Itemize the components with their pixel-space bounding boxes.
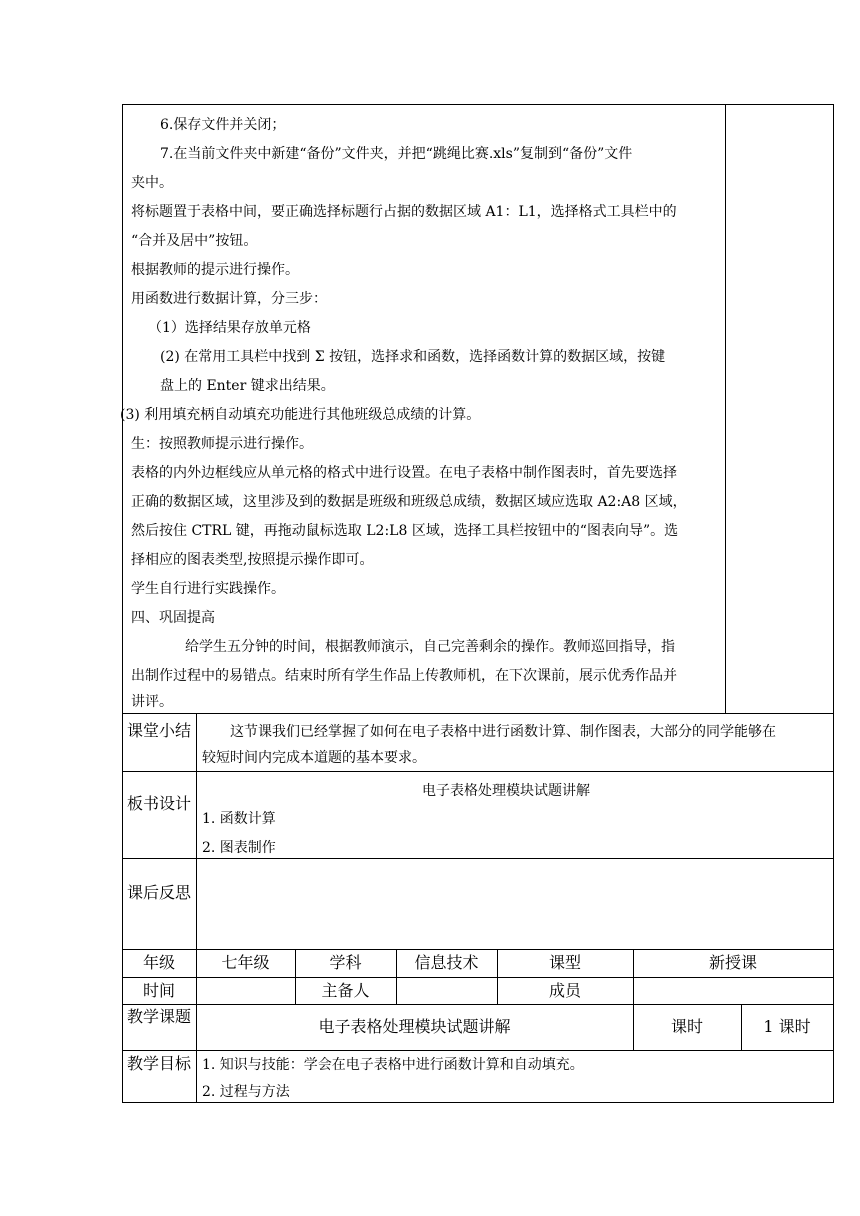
- summary-line: 较短时间内完成本道题的基本要求。: [202, 750, 426, 766]
- lead-label: 主备人: [321, 981, 370, 1000]
- summary-header: 课堂小结: [126, 721, 191, 740]
- topic-label: 教学课题: [126, 1007, 191, 1026]
- subject-label: 学科: [329, 953, 362, 972]
- grade-label: 年级: [142, 953, 175, 972]
- text-line: 然后按住 CTRL 键，再拖动鼠标选取 L2:L8 区域，选择工具栏按钮中的“图表向导”。选: [131, 523, 679, 539]
- text-line: 将标题置于表格中间，要正确选择标题行占据的数据区域 A1：L1，选择格式工具栏中的: [131, 204, 677, 220]
- summary-line: 这节课我们已经掌握了如何在电子表格中进行函数计算、制作图表，大部分的同学能够在: [230, 724, 776, 740]
- text-line: 6.保存文件并关闭；: [160, 117, 286, 133]
- objectives-header: 教学目标: [126, 1054, 191, 1073]
- text-line: 出制作过程中的易错点。结束时所有学生作品上传教师机，在下次课前，展示优秀作品并: [131, 668, 677, 684]
- subject-value: 信息技术: [414, 953, 479, 972]
- objective-item: 2. 过程与方法: [202, 1084, 290, 1100]
- grade-value: 七年级: [221, 953, 270, 972]
- text-line: 夹中。: [131, 175, 173, 191]
- type-label: 课型: [548, 953, 581, 972]
- text-line: 讲评。: [131, 694, 173, 710]
- text-line: 择相应的图表类型,按照提示操作即可。: [131, 552, 374, 568]
- text-line: (3) 利用填充柄自动填充功能进行其他班级总成绩的计算。: [120, 407, 481, 423]
- text-line: 7.在当前文件夹中新建“备份”文件夹，并把“跳绳比赛.xls”复制到“备份”文件: [160, 146, 633, 162]
- objective-item: 1. 知识与技能：学会在电子表格中进行函数计算和自动填充。: [202, 1057, 584, 1073]
- text-line: （1）选择结果存放单元格: [148, 320, 311, 336]
- text-line: 正确的数据区域，这里涉及到的数据是班级和班级总成绩，数据区域应选取 A2:A8 区域，: [131, 494, 687, 510]
- text-line: “合并及居中”按钮。: [131, 233, 258, 249]
- board-header: 板书设计: [126, 794, 191, 813]
- text-line: 用函数进行数据计算，分三步：: [131, 291, 327, 307]
- period-value: 1 课时: [763, 1017, 811, 1036]
- time-label: 时间: [142, 981, 175, 1000]
- text-line: 学生自行进行实践操作。: [131, 581, 285, 597]
- period-label: 课时: [670, 1017, 703, 1036]
- board-item: 2. 图表制作: [202, 840, 276, 856]
- members-label: 成员: [548, 981, 581, 1000]
- text-line: 盘上的 Enter 键求出结果。: [160, 378, 335, 394]
- text-line: (2) 在常用工具栏中找到 Σ 按钮，选择求和函数，选择函数计算的数据区域，按键: [160, 349, 666, 365]
- board-title: 电子表格处理模块试题讲解: [422, 783, 590, 799]
- text-line: 表格的内外边框线应从单元格的格式中进行设置。在电子表格中制作图表时，首先要选择: [131, 465, 677, 481]
- text-line: 根据教师的提示进行操作。: [131, 262, 299, 278]
- text-line: 生：按照教师提示进行操作。: [131, 436, 313, 452]
- text-line: 四、巩固提高: [131, 610, 215, 626]
- board-item: 1. 函数计算: [202, 811, 276, 827]
- topic-value: 电子表格处理模块试题讲解: [318, 1017, 511, 1036]
- type-value: 新授课: [708, 953, 757, 972]
- reflection-header: 课后反思: [126, 883, 191, 902]
- text-line: 给学生五分钟的时间，根据教师演示，自己完善剩余的操作。教师巡回指导，指: [185, 639, 675, 655]
